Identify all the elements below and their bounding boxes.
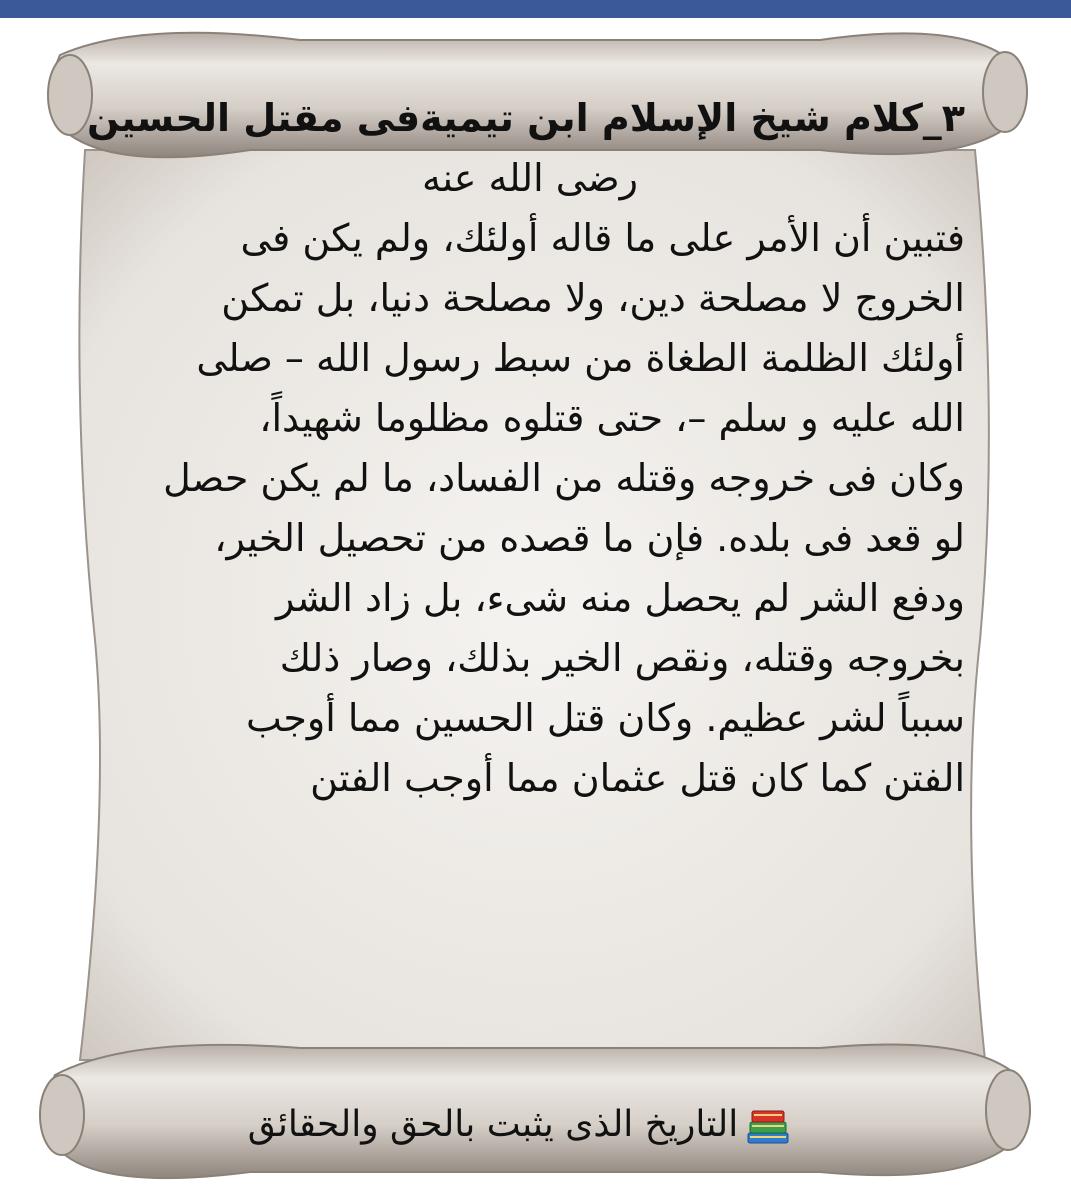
- body-line: سبباً لشر عظيم. وكان قتل الحسين مما أوجب: [246, 696, 965, 740]
- body-line: فتبين أن الأمر على ما قاله أولئك، ولم يكن فى: [240, 216, 965, 260]
- body-line: ودفع الشر لم يحصل منه شىء، بل زاد الشر: [275, 576, 965, 620]
- body-line: بخروجه وقتله، ونقص الخير بذلك، وصار ذلك: [279, 636, 965, 680]
- body-line: لو قعد فى بلده. فإن ما قصده من تحصيل الخير،: [214, 516, 965, 560]
- title-line-1: ٣_كلام شيخ الإسلام ابن تيميةفى مقتل الحسين: [86, 96, 965, 140]
- scroll-text: [86, 88, 965, 808]
- body-line: الله عليه و سلم –، حتى قتلوه مظلوما شهيداً،: [259, 396, 965, 440]
- body-line: أولئك الظلمة الطغاة من سبط رسول الله – صلى: [196, 336, 965, 380]
- body-line: الفتن كما كان قتل عثمان مما أوجب الفتن: [310, 756, 965, 800]
- books-icon: [744, 1105, 792, 1147]
- title-line-2: رضى الله عنه: [421, 156, 639, 200]
- body-line: الخروج لا مصلحة دين، ولا مصلحة دنيا، بل تمكن: [221, 276, 965, 320]
- footer-label: التاريخ الذى يثبت بالحق والحقائق: [247, 1104, 739, 1145]
- footer-caption: [200, 1100, 840, 1150]
- body-line: وكان فى خروجه وقتله من الفساد، ما لم يكن حصل: [163, 456, 965, 500]
